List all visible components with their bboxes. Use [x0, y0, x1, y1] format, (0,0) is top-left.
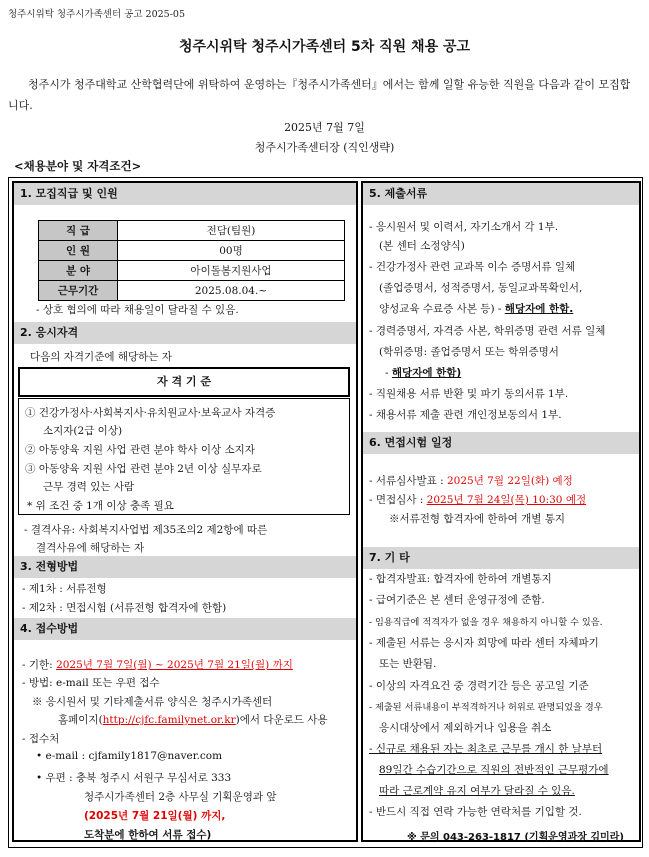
other-line: - 신규로 채용된 자는 최초로 근무를 개시 한 날부터 — [369, 743, 603, 755]
document-line: - 응시원서 및 이력서, 자기소개서 각 1부. — [369, 221, 559, 233]
section-7-title: 7. 기 타 — [363, 547, 639, 569]
section-2-title: 2. 응시자격 — [14, 322, 356, 344]
applicable-note: 해당자에 한함. — [504, 303, 574, 315]
document-text: 양성교육 수료증 사본 등) - — [379, 303, 502, 315]
document-line: (졸업증명서, 성적증명서, 동일교과목확인서, — [379, 282, 583, 294]
other-line: - 제출된 서류내용이 부적격하거나 허위로 판명되었을 경우 — [369, 702, 603, 713]
application-period: 2025년 7월 7일(월) ~ 2025년 7월 21일(월) 까지 — [56, 659, 293, 671]
row-key: 직 급 — [39, 221, 118, 241]
arrival-note: 도착분에 한하여 서류 접수) — [84, 829, 212, 841]
download-note-post: )에서 다운로드 사용 — [235, 714, 328, 726]
row-value: 아이돌봄지원사업 — [118, 261, 345, 281]
position-table — [38, 220, 345, 301]
other-line: 89일간 수습기간으로 직원의 전반적인 근무평가에 — [379, 764, 609, 776]
section-3-title: 3. 전형방법 — [14, 556, 356, 578]
document-line: - 직원채용 서류 반환 및 파기 동의서류 1부. — [369, 388, 569, 400]
email-address: • e-mail : cjfamily1817@naver.com — [36, 750, 223, 762]
intro-paragraph: 청주시가 청주대학교 산학협력단에 위탁하여 운영하는『청주시가족센터』에서는 함께 일할 유능한 직원을 다음과 같이 모집합니다. — [8, 78, 631, 112]
section-heading: <채용분야 및 자격조건> — [14, 159, 142, 173]
destination-label: - 접수처 — [22, 733, 60, 745]
document-text: - — [385, 367, 389, 379]
qualification-box — [18, 398, 350, 515]
qualification-line: ① 건강가정사·사회복지사·유치원교사·보육교사 자격증 — [25, 407, 276, 419]
download-note-pre: 홈페이지( — [58, 714, 103, 726]
row-key: 인 원 — [39, 241, 118, 261]
document-line — [379, 301, 573, 316]
document-line — [385, 365, 461, 380]
page-title: 청주시위탁 청주시가족센터 5차 직원 채용 공고 — [178, 39, 471, 55]
period-line — [22, 657, 293, 672]
notice-date: 2025년 7월 7일 — [284, 121, 365, 134]
postal-address: • 우편 : 충북 청주시 서원구 무심서로 333 — [36, 772, 232, 784]
other-line: - 반드시 직접 연락 가능한 연락처를 기입할 것. — [369, 806, 582, 818]
section-6-title: 6. 면접시험 일정 — [363, 432, 639, 454]
doc-review-label: - 서류심사발표 : — [369, 475, 444, 487]
start-date-note: - 상호 협의에 따라 채용일이 달라질 수 있음. — [36, 304, 239, 316]
section-1-title: 1. 모집직급 및 인원 — [14, 183, 356, 205]
row-value: 00명 — [118, 241, 345, 261]
schedule-line — [369, 473, 573, 488]
row-value: 2025.08.04.~ — [118, 281, 345, 301]
row-key: 근무기간 — [39, 281, 118, 301]
other-line: - 임용직급에 적격자가 없을 경우 채용하지 아니할 수 있음. — [369, 617, 603, 628]
qualification-line: * 위 조건 중 1개 이상 충족 필요 — [27, 500, 174, 512]
table-row — [39, 241, 345, 261]
disqualification-line: 결격사유에 해당하는 자 — [36, 542, 145, 554]
row-value: 전담(팀원) — [118, 221, 345, 241]
postal-address-detail: 청주시가족센터 2층 사무실 기획운영과 앞 — [84, 791, 277, 803]
form-note: ※ 응시원서 및 기타제출서류 양식은 청주시가족센터 — [32, 696, 273, 708]
screening-step: - 제1차 : 서류전형 — [22, 583, 107, 595]
issuer: 청주시가족센터장 (직인생략) — [254, 141, 395, 154]
other-line: - 급여기준은 본 센터 운영규정에 준함. — [369, 594, 545, 606]
other-line: - 제출된 서류는 응시자 희망에 따라 센터 자체파기 — [369, 637, 599, 649]
other-line: 응시대상에서 제외하거나 임용을 취소 — [379, 722, 552, 734]
method-line: - 방법: e-mail 또는 우편 접수 — [22, 677, 160, 689]
disqualification-line: - 결격사유: 사회복지사업법 제35조의2 제2항에 따른 — [24, 524, 268, 536]
schedule-line — [369, 492, 586, 507]
screening-step: - 제2차 : 면접시험 (서류전형 합격자에 한함) — [22, 602, 227, 614]
qualification-lead: 다음의 자격기준에 해당하는 자 — [30, 351, 172, 363]
document-line: - 경력증명서, 자격증 사본, 학위증명 관련 서류 일체 — [369, 325, 606, 337]
qualification-line: ② 아동양육 지원 사업 관련 분야 학사 이상 소지자 — [25, 444, 255, 456]
deadline-note: (2025년 7월 21일(월) 까지, — [84, 810, 226, 822]
other-line: 따라 근로계약 유지 여부가 달라질 수 있음. — [379, 785, 575, 797]
other-line: 또는 반환됨. — [379, 658, 437, 670]
section-5-title: 5. 제출서류 — [363, 183, 639, 205]
doc-review-date: 2025년 7월 22일(화) 예정 — [446, 475, 573, 487]
download-note — [58, 712, 328, 727]
qualification-line: 소지자(2급 이상) — [43, 425, 123, 437]
row-key: 분 야 — [39, 261, 118, 281]
section-4-title: 4. 접수방법 — [14, 618, 356, 640]
document-line: - 채용서류 제출 관련 개인정보동의서 1부. — [369, 409, 562, 421]
interview-date: 2025년 7월 24일(목) 10:30 예정 — [426, 494, 587, 506]
table-row — [39, 221, 345, 241]
applicable-note: 해당자에 한함) — [391, 367, 462, 379]
qualification-line: 근무 경력 있는 사람 — [43, 481, 135, 493]
document-line: (본 센터 소정양식) — [379, 240, 465, 252]
table-row — [39, 281, 345, 301]
notice-number: 청주시위탁 청주시가족센터 공고 2025-05 — [8, 9, 186, 20]
other-line: - 이상의 자격요건 중 경력기간 등은 공고일 기준 — [369, 680, 589, 692]
qualification-box-title: 자 격 기 준 — [18, 367, 350, 397]
contact-info: ※ 문의 043-263-1817 (기획운영과장 김미라) — [407, 832, 624, 843]
right-column — [361, 181, 641, 842]
schedule-note: ※서류전형 합격자에 한하여 개별 통지 — [389, 513, 565, 525]
qualification-line: ③ 아동양육 지원 사업 관련 분야 2년 이상 실무자로 — [25, 463, 262, 475]
document-line: (학위증명: 졸업증명서 또는 학위증명서 — [379, 346, 559, 358]
other-line: - 합격자발표: 합격자에 한하여 개별통지 — [369, 573, 552, 585]
period-label: - 기한: — [22, 659, 53, 671]
homepage-link[interactable]: http://cjfc.familynet.or.kr — [102, 714, 236, 726]
left-column — [12, 181, 358, 842]
interview-label: - 면접심사 : — [369, 494, 424, 506]
table-row — [39, 261, 345, 281]
document-line: - 건강가정사 관련 교과목 이수 증명서류 일체 — [369, 261, 576, 273]
